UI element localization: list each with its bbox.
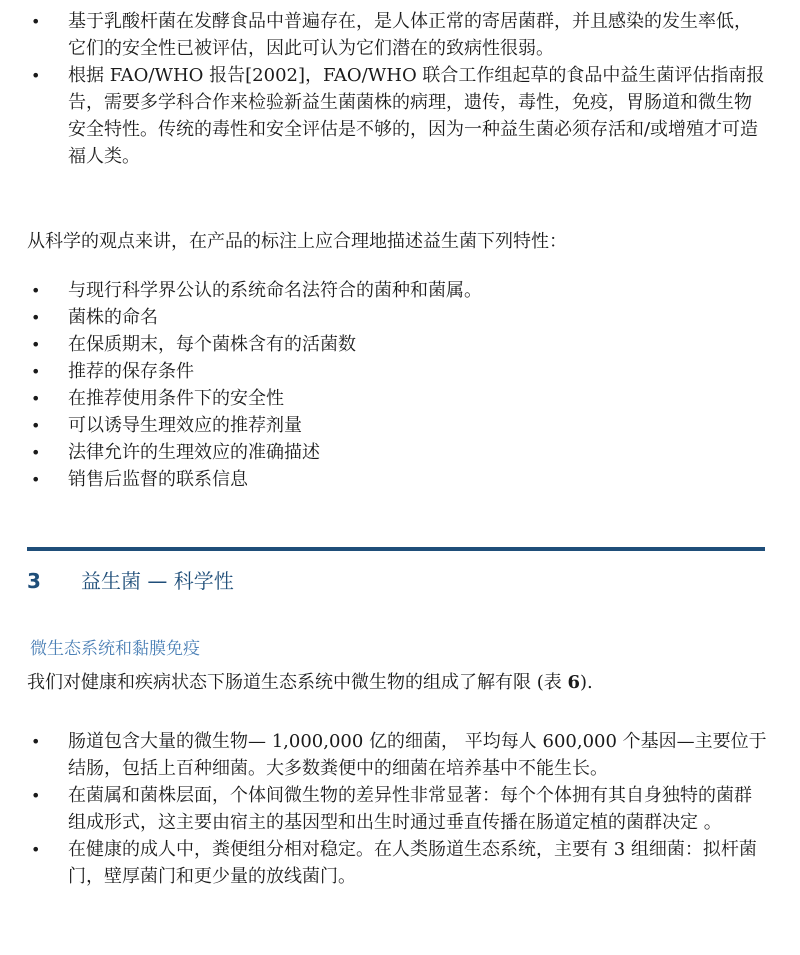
list-item (27, 782, 767, 836)
label-bullet-list (27, 277, 767, 493)
list-item (27, 385, 767, 412)
section-heading (27, 566, 234, 596)
label-intro-paragraph: 从科学的观点来讲，在产品的标注上应合理地描述益生菌下列特性： (27, 231, 567, 252)
list-item-text: 根据 FAO/WHO 报告[2002]，FAO/WHO 联合工作组起草的食品中益生菌评估指南报告，需要多学科合作来检验新益生菌菌株的病理，遗传，毒性，免疫，胃肠道和微生物安全特性。传统的毒性和安全评估是不够的，因为一种益生菌必须存活和/或增殖才可造福人类。 (68, 65, 765, 167)
list-item-text: 推荐的保存条件 (68, 361, 194, 382)
list-item (27, 466, 767, 493)
list-item (27, 331, 767, 358)
list-item (27, 836, 767, 890)
list-item-text: 在推荐使用条件下的安全性 (68, 388, 284, 409)
list-item (27, 8, 767, 62)
list-item-text: 肠道包含大量的微生物— 1,000,000 亿的细菌， 平均每人 600,000 个基因—主要位于结肠，包括上百种细菌。大多数粪便中的细菌在培养基中不能生长。 (68, 731, 767, 779)
table-reference: 6 (567, 672, 580, 693)
intro-sentence (27, 669, 767, 696)
bullet-icon: • (31, 362, 41, 381)
list-item-text: 销售后监督的联系信息 (68, 469, 248, 490)
bullet-icon: • (31, 840, 41, 859)
bullet-icon: • (31, 66, 41, 85)
list-item (27, 304, 767, 331)
section-title: 益生菌 — 科学性 (81, 569, 234, 593)
list-item-text: 基于乳酸杆菌在发酵食品中普遍存在，是人体正常的寄居菌群，并且感染的发生率低，它们的安全性已被评估，因此可认为它们潜在的致病性很弱。 (68, 11, 752, 59)
list-item-text: 可以诱导生理效应的推荐剂量 (68, 415, 302, 436)
bullet-icon: • (31, 308, 41, 327)
bullet-icon: • (31, 281, 41, 300)
list-item (27, 439, 767, 466)
list-item (27, 62, 767, 170)
list-item (27, 412, 767, 439)
list-item-text: 菌株的命名 (68, 307, 158, 328)
list-item-text: 法律允许的生理效应的准确描述 (68, 442, 320, 463)
list-item (27, 277, 767, 304)
bullet-icon: • (31, 786, 41, 805)
bullet-icon: • (31, 416, 41, 435)
top-bullet-list (27, 8, 767, 170)
subsection-heading: 微生态系统和黏膜免疫 (30, 639, 200, 659)
bullet-icon: • (31, 335, 41, 354)
bullet-icon: • (31, 732, 41, 751)
section-divider (27, 547, 765, 551)
bullet-icon: • (31, 443, 41, 462)
bullet-icon: • (31, 389, 41, 408)
section-number: 3 (27, 569, 41, 593)
list-item (27, 728, 767, 782)
list-item-text: 在菌属和菌株层面，个体间微生物的差异性非常显著：每个个体拥有其自身独特的菌群组成形式，这主要由宿主的基因型和出生时通过垂直传播在肠道定植的菌群决定 。 (68, 785, 752, 833)
microbiota-bullet-list (27, 728, 767, 890)
list-item (27, 358, 767, 385)
bullet-icon: • (31, 12, 41, 31)
intro-sentence-tail: ). (580, 672, 593, 693)
list-item-text: 与现行科学界公认的系统命名法符合的菌种和菌属。 (68, 280, 482, 301)
list-item-text: 在健康的成人中，粪便组分相对稳定。在人类肠道生态系统，主要有 3 组细菌：拟杆菌门，壁厚菌门和更少量的放线菌门。 (68, 839, 757, 887)
bullet-icon: • (31, 470, 41, 489)
intro-sentence-text: 我们对健康和疾病状态下肠道生态系统中微生物的组成了解有限 (表 (27, 672, 568, 693)
list-item-text: 在保质期末，每个菌株含有的活菌数 (68, 334, 356, 355)
